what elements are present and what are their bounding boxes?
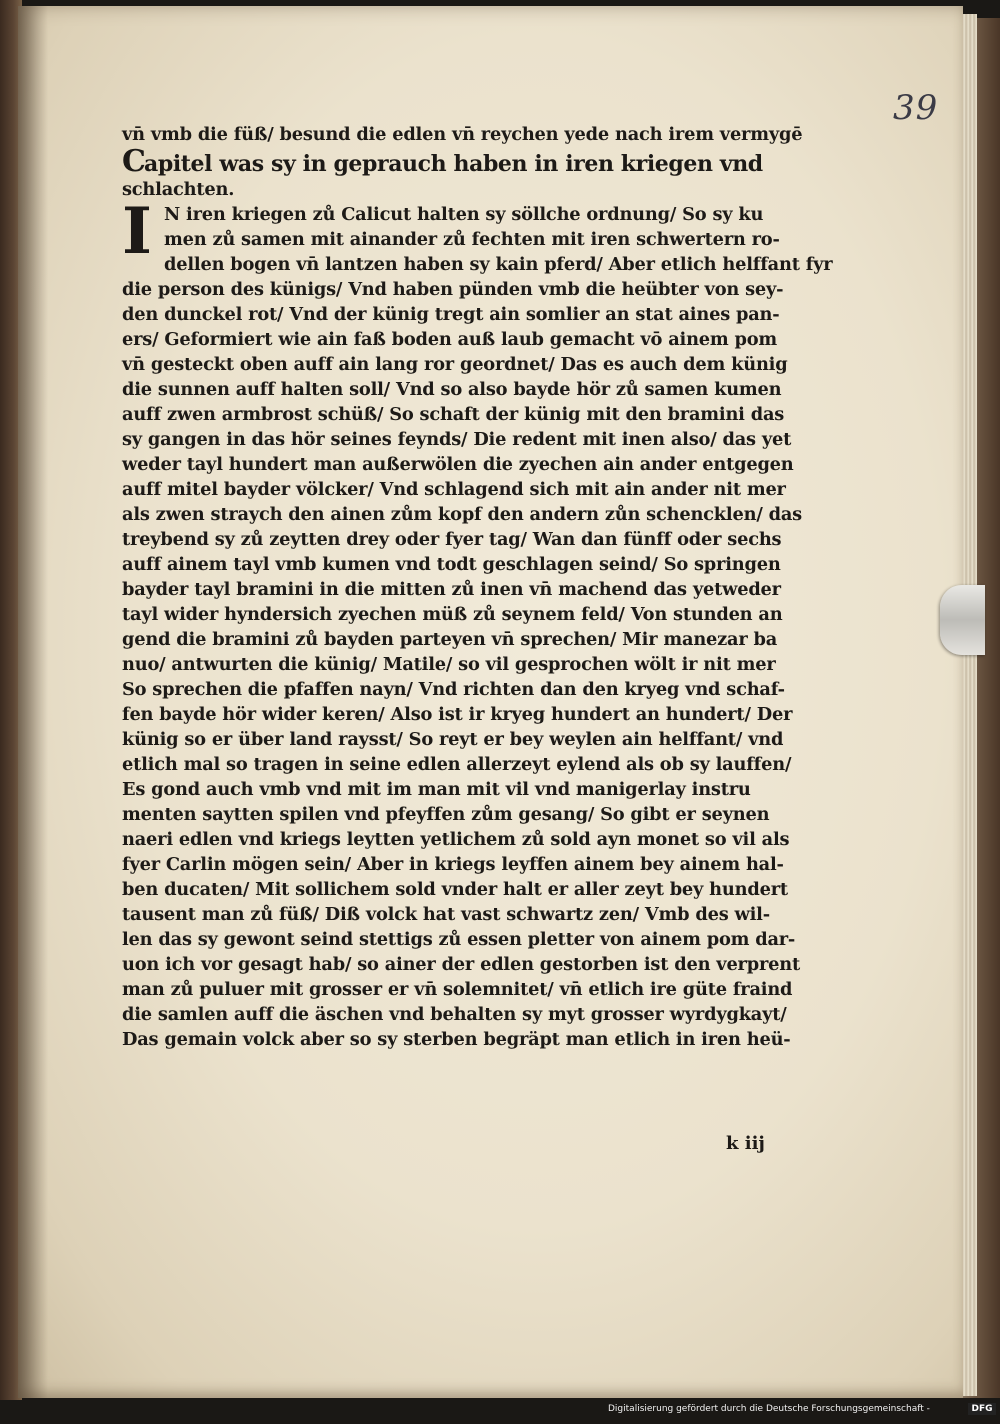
body-text <box>122 252 862 1052</box>
printed-text-block <box>122 122 862 1052</box>
text-line: fyer Carlin mögen sein/ Aber in kriegs leyffen ainem bey ainem hal- <box>122 854 784 875</box>
text-line: treybend sy zů zeytten drey oder fyer tag/ Wan dan fünff oder sechs <box>122 529 782 550</box>
text-line: künig so er über land raysst/ So reyt er bey weylen ain helffant/ vnd <box>122 729 784 750</box>
signature-mark: k iij <box>726 1133 765 1154</box>
text-line: uon ich vor gesagt hab/ so ainer der edlen gestorben ist den verprent <box>122 954 800 975</box>
text-line: tayl wider hyndersich zyechen müß zů seynem feld/ Von stunden an <box>122 604 783 625</box>
heading-text: apitel was sy in geprauch haben in iren kriegen vnd <box>144 151 763 177</box>
text-line: weder tayl hundert man außerwölen die zyechen ain ander entgegen <box>122 454 794 475</box>
text-line: Es gond auch vmb vnd mit im man mit vil vnd manigerlay instru <box>122 779 751 800</box>
dfg-logo: DFG <box>968 1403 996 1415</box>
text-line: So sprechen die pfaffen nayn/ Vnd richten dan den kryeg vnd schaf- <box>122 679 785 700</box>
folio-number: 39 <box>893 88 939 128</box>
text-line: Das gemain volck aber so sy sterben begräpt man etlich in iren heü- <box>122 1029 791 1050</box>
text-line: als zwen straych den ainen zům kopf den andern zůn schencklen/ das <box>122 504 802 525</box>
text-line: N iren kriegen zů Calicut halten sy söllche ordnung/ So sy ku <box>164 204 764 225</box>
text-line: sy gangen in das hör seines feynds/ Die redent mit inen also/ das yet <box>122 429 792 450</box>
page-clip <box>940 585 985 655</box>
decorated-initial: I <box>122 194 152 269</box>
text-line: tausent man zů füß/ Diß volck hat vast schwartz zen/ Vmb des wil- <box>122 904 770 925</box>
text-line: ers/ Geformiert wie ain faß boden auß laub gemacht vō ainem pom <box>122 329 778 350</box>
chapter-heading-continued: schlachten. <box>122 179 235 200</box>
text-line: auff zwen armbrost schüß/ So schaft der künig mit den bramini das <box>122 404 785 425</box>
text-line: den dunckel rot/ Vnd der künig tregt ain somlier an stat aines pan- <box>122 304 780 325</box>
text-line: vn̄ gesteckt oben auff ain lang ror geordnet/ Das es auch dem künig <box>122 354 788 375</box>
text-line: dellen bogen vn̄ lantzen haben sy kain pferd/ Aber etlich helffant fyr <box>164 254 833 275</box>
text-line: ben ducaten/ Mit sollichem sold vnder halt er aller zeyt bey hundert <box>122 879 788 900</box>
text-line: die person des künigs/ Vnd haben pünden vmb die heübter von sey- <box>122 279 784 300</box>
text-line: auff mitel bayder völcker/ Vnd schlagend sich mit ain ander nit mer <box>122 479 786 500</box>
text-line: bayder tayl bramini in die mitten zů inen vn̄ machend das yetweder <box>122 579 781 600</box>
text-line: menten saytten spilen vnd pfeyffen zům gesang/ So gibt er seynen <box>122 804 770 825</box>
chapter-heading: Capitel was sy in geprauch haben in iren kriegen vnd <box>122 144 763 179</box>
text-line: nuo/ antwurten die künig/ Matile/ so vil gesprochen wölt ir nit mer <box>122 654 776 675</box>
text-line: fen bayde hör wider keren/ Also ist ir kryeg hundert an hundert/ Der <box>122 704 793 725</box>
text-line: die sunnen auff halten soll/ Vnd so also bayde hör zů samen kumen <box>122 379 782 400</box>
text-line: auff ainem tayl vmb kumen vnd todt geschlagen seind/ So springen <box>122 554 781 575</box>
text-line: etlich mal so tragen in seine edlen allerzeyt eylend als ob sy lauffen/ <box>122 754 792 775</box>
digitization-credit: Digitalisierung gefördert durch die Deutsche Forschungsgemeinschaft - <box>608 1404 930 1414</box>
text-line: vn̄ vmb die füß/ besund die edlen vn̄ reychen yede nach irem vermygē <box>122 124 803 145</box>
text-line: gend die bramini zů bayden parteyen vn̄ sprechen/ Mir manezar ba <box>122 629 778 650</box>
text-line: naeri edlen vnd kriegs leytten yetlichem zů sold ayn monet so vil als <box>122 829 790 850</box>
page-gutter-shadow <box>18 6 48 1398</box>
text-line: len das sy gewont seind stettigs zů essen pletter von ainem pom dar- <box>122 929 796 950</box>
text-line: men zů samen mit ainander zů fechten mit iren schwertern ro- <box>164 229 780 250</box>
text-line: man zů puluer mit grosser er vn̄ solemnitet/ vn̄ etlich ire güte fraind <box>122 979 793 1000</box>
text-line: die samlen auff die äschen vnd behalten sy myt grosser wyrdygkayt/ <box>122 1004 787 1025</box>
